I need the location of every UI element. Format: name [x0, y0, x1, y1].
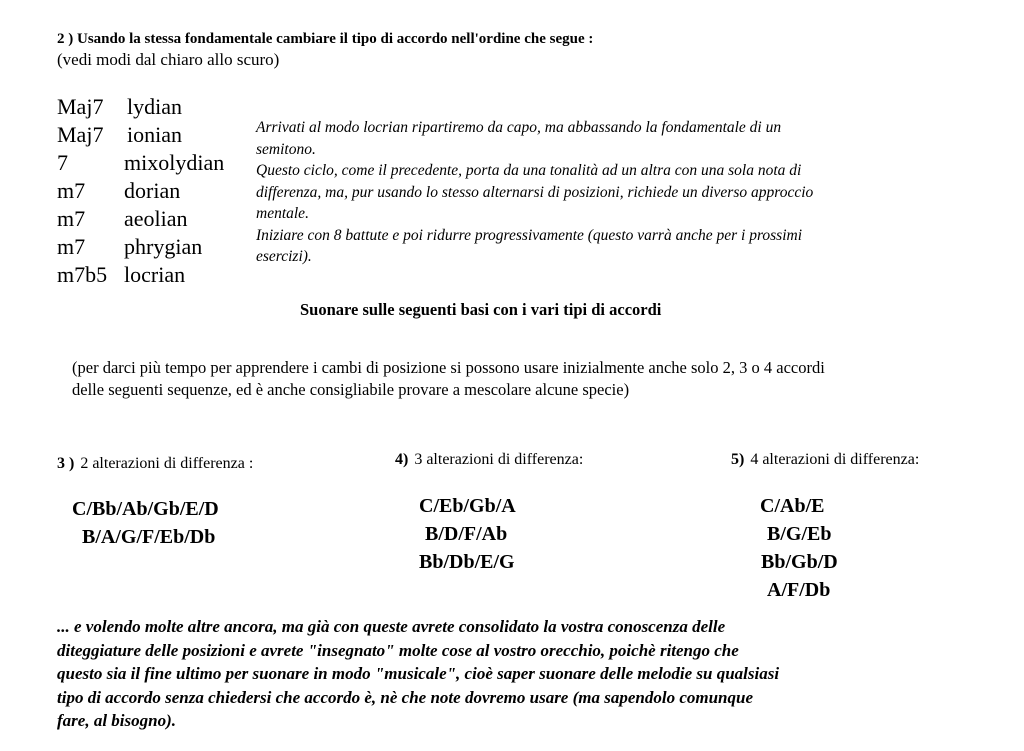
- exercise-label: 2 alterazioni di differenza :: [80, 455, 254, 472]
- closing-line: fare, al bisogno).: [57, 711, 176, 730]
- cycle-note: [256, 117, 956, 268]
- note-line: mentale.: [256, 205, 309, 222]
- mode-name: lydian: [127, 94, 182, 119]
- note-line: Questo ciclo, come il precedente, porta da una tonalità ad un altra con una sola nota di: [256, 162, 802, 179]
- bases-note-line: (per darci più tempo per apprendere i cambi di posizione si possono usare inizialmente anche solo 2, 3 o 4 accordi: [72, 358, 825, 377]
- exercise-4-sequence: Bb/Db/E/G: [419, 551, 515, 573]
- chord-type: Maj7: [57, 94, 104, 119]
- exercise-5-sequence: Bb/Gb/D: [761, 551, 838, 573]
- closing-line: questo sia il fine ultimo per suonare in modo "musicale", cioè saper suonare delle melodie su qualsiasi: [57, 664, 780, 683]
- bases-title: Suonare sulle seguenti basi con i vari tipi di accordi: [300, 300, 662, 319]
- exercise-number: 4): [395, 451, 409, 468]
- exercise-4-sequence: B/D/F/Ab: [425, 523, 508, 545]
- section-subheading: (vedi modi dal chiaro allo scuro): [57, 50, 280, 69]
- chord-type: Maj7: [57, 122, 104, 147]
- bases-note: [72, 357, 972, 401]
- exercise-5-sequence: A/F/Db: [767, 579, 831, 601]
- exercise-5-title: [731, 451, 919, 469]
- exercise-3-sequence: B/A/G/F/Eb/Db: [82, 526, 216, 548]
- closing-paragraph: [57, 615, 977, 733]
- chord-type: 7: [57, 150, 68, 175]
- chord-type: m7: [57, 178, 86, 203]
- exercise-3-title: [57, 455, 253, 473]
- chord-type: m7: [57, 206, 86, 231]
- note-line: semitono.: [256, 140, 316, 158]
- exercise-label: 3 alterazioni di differenza:: [414, 451, 584, 468]
- exercise-5-sequence: B/G/Eb: [767, 523, 832, 545]
- chord-type: m7: [57, 234, 86, 259]
- note-line: esercizi).: [256, 248, 312, 265]
- note-line: Arrivati al modo locrian ripartiremo da capo, ma abbassando la fondamentale di un: [256, 119, 782, 136]
- mode-name: dorian: [124, 178, 181, 203]
- section-heading: 2 ) Usando la stessa fondamentale cambiare il tipo di accordo nell'ordine che segue :: [57, 31, 594, 47]
- exercise-label: 4 alterazioni di differenza:: [750, 451, 920, 468]
- exercise-number: 3 ): [57, 455, 75, 472]
- exercise-5-sequence: C/Ab/E: [760, 495, 825, 517]
- note-line: Iniziare con 8 battute e poi ridurre progressivamente (questo varrà anche per i prossimi: [256, 226, 803, 244]
- bases-note-line: delle seguenti sequenze, ed è anche consigliabile provare a mescolare alcune specie): [72, 380, 630, 399]
- exercise-4-title: [395, 451, 583, 469]
- closing-line: tipo di accordo senza chiedersi che accordo è, nè che note dovremo usare (ma sapendolo comunque: [57, 687, 754, 707]
- exercise-number: 5): [731, 451, 745, 468]
- mode-name: phrygian: [124, 234, 203, 259]
- mode-name: aeolian: [124, 206, 188, 231]
- exercise-4-sequence: C/Eb/Gb/A: [419, 495, 516, 517]
- mode-name: mixolydian: [124, 150, 225, 175]
- closing-line: diteggiature delle posizioni e avrete "insegnato" molte cose al vostro orecchio, poichè ritengo che: [57, 640, 739, 660]
- closing-line: ... e volendo molte altre ancora, ma già con queste avrete consolidato la vostra conoscenza delle: [57, 617, 726, 636]
- mode-name: locrian: [124, 262, 186, 287]
- exercise-3-sequence: C/Bb/Ab/Gb/E/D: [72, 498, 219, 520]
- chord-type: m7b5: [57, 262, 108, 287]
- mode-name: ionian: [127, 122, 182, 147]
- note-line: differenza, ma, pur usando lo stesso alternarsi di posizioni, richiede un diverso approccio: [256, 183, 814, 201]
